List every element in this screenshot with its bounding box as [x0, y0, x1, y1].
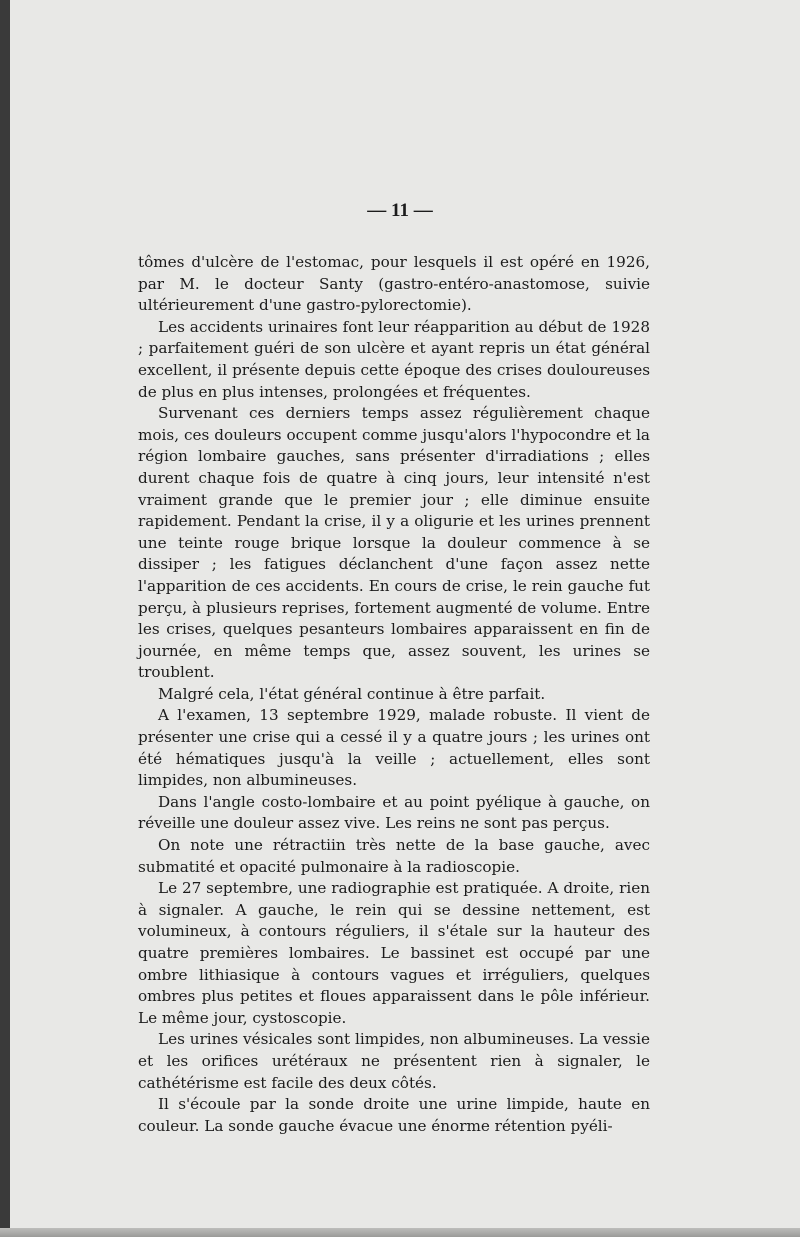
paragraph: Dans l'angle costo-lombaire et au point pyélique à gauche, on réveille une douleur assez vive. Les reins ne sont pas perçus.	[138, 792, 650, 833]
paragraph: On note une rétractiin très nette de la base gauche, avec submatité et opacité pulmonaire à la radioscopie.	[138, 836, 650, 876]
scan-bottom-edge	[0, 1228, 800, 1237]
paragraph: Le 27 septembre, une radiographie est pratiquée. A droite, rien à signaler. A gauche, le rein qui se dessine nettement, est volumineux, à contours réguliers, il s'étale sur la hauteur des quatre premières lombaires. Le bassinet est occupé par une ombre lithiasique à contours vagues et irréguliers, quelques ombres plus petites et floues apparaissent dans le pôle inférieur. Le même jour, cystoscopie.	[138, 879, 650, 1027]
paragraph: Survenant ces derniers temps assez régulièrement chaque mois, ces douleurs occupent comme jusqu'alors l'hypocondre et la région lombaire gauches, sans présenter d'irradiations ; elles durent chaque fois de quatre à cinq jours, leur intensité n'est vraiment grande que le premier jour ; elle diminue ensuite rapidement. Pendant la crise, il y a oligurie et les urines prennent une teinte rouge brique lorsque la douleur commence à se dissiper ; les fatigues déclanchent d'une façon assez nette l'apparition de ces accidents. En cours de crise, le rein gauche fut perçu, à plusieurs reprises, fortement augmenté de volume. Entre les crises, quelques pesanteurs lombaires apparaissent en fin de journée, en même temps que, assez souvent, les urines se troublent.	[138, 404, 650, 682]
paragraph: Malgré cela, l'état général continue à être parfait.	[158, 684, 546, 703]
body-text	[138, 252, 650, 1137]
paragraph: Il s'écoule par la sonde droite une urine limpide, haute en couleur. La sonde gauche évacue une énorme rétention pyéli-	[138, 1095, 650, 1135]
paragraph: A l'examen, 13 septembre 1929, malade robuste. Il vient de présenter une crise qui a cessé il y a quatre jours ; les urines ont été hématiques jusqu'à la veille ; actuellement, elles sont limpides, non albumineuses.	[138, 706, 650, 790]
page-number: — 11 —	[367, 200, 433, 221]
scan-left-edge	[0, 0, 10, 1237]
paragraph: Les accidents urinaires font leur réapparition au début de 1928 ; parfaitement guéri de son ulcère et ayant repris un état général excellent, il présente depuis cette époque des crises douloureuses de plus en plus intenses, prolongées et fréquentes.	[138, 317, 650, 401]
paragraph: tômes d'ulcère de l'estomac, pour lesquels il est opéré en 1926, par M. le docteur Santy (gastro-entéro-anastomose, suivie ultérieurement d'une gastro-pylorectomie).	[138, 253, 650, 315]
paragraph: Les urines vésicales sont limpides, non albumineuses. La vessie et les orifices urétéraux ne présentent rien à signaler, le cathétérisme est facile des deux côtés.	[138, 1030, 650, 1092]
